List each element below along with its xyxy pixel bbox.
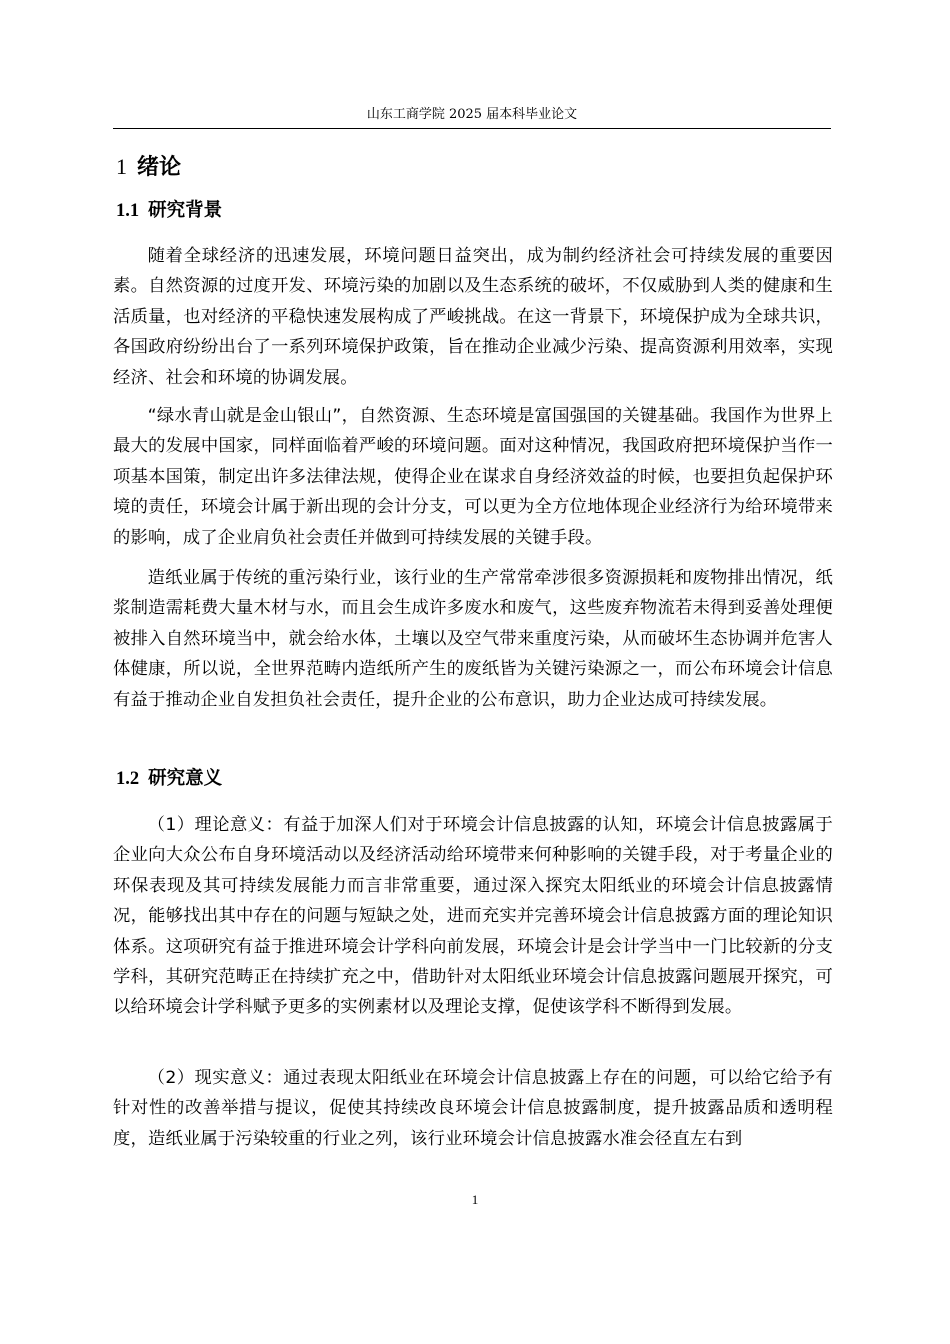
paragraph: （1）理论意义：有益于加深人们对于环境会计信息披露的认知，环境会计信息披露属于企业向大众公布自身环境活动以及经济活动给环境带来何种影响的关键手段，对于考量企业的环保表现及其可持续发展能力而言非常重要，通过深入探究太阳纸业的环境会计信息披露情况，能够找出其中存在的问题与短缺之处，进而充实并完善环境会计信息披露方面的理论知识体系。这项研究有益于推进环境会计学科向前发展，环境会计是会计学当中一门比较新的分支学科，其研究范畴正在持续扩充之中，借助针对太阳纸业环境会计信息披露问题展开探究，可以给环境会计学科赋予更多的实例素材以及理论支撑，促使该学科不断得到发展。 [113, 815, 833, 1018]
chapter-heading [116, 152, 181, 183]
chapter-title: 绪论 [137, 155, 182, 180]
section-heading-background [116, 198, 222, 224]
page-number: 1 [471, 1192, 479, 1207]
section-title: 研究意义 [148, 768, 223, 789]
paragraph: （2）现实意义：通过表现太阳纸业在环境会计信息披露上存在的问题，可以给它给予有针对性的改善举措与提议，促使其持续改良环境会计信息披露制度，提升披露品质和透明程度，造纸业属于污染较重的行业之列，该行业环境会计信息披露水准会径直左右到 [113, 1068, 833, 1149]
section-heading-significance [116, 766, 222, 792]
section-number: 1.2 [116, 769, 140, 789]
chapter-number: 1 [116, 154, 127, 179]
paragraph: 造纸业属于传统的重污染行业，该行业的生产常常牵涉很多资源损耗和废物排出情况，纸浆制造需耗费大量木材与水，而且会生成许多废水和废气，这些废弃物流若未得到妥善处理便被排入自然环境当中，就会给水体，土壤以及空气带来重度污染，从而破坏生态协调并危害人体健康，所以说，全世界范畴内造纸所产生的废纸皆为关键污染源之一，而公布环境会计信息有益于推动企业自发担负社会责任，提升企业的公布意识，助力企业达成可持续发展。 [113, 568, 833, 710]
paragraph: “绿水青山就是金山银山”，自然资源、生态环境是富国强国的关键基础。我国作为世界上最大的发展中国家，同样面临着严峻的环境问题。面对这种情况，我国政府把环境保护当作一项基本国策，制定出许多法律法规，使得企业在谋求自身经济效益的时候，也要担负起保护环境的责任，环境会计属于新出现的会计分支，可以更为全方位地体现企业经济行为给环境带来的影响，成了企业肩负社会责任并做到可持续发展的关键手段。 [113, 406, 833, 548]
paragraph: 随着全球经济的迅速发展，环境问题日益突出，成为制约经济社会可持续发展的重要因素。自然资源的过度开发、环境污染的加剧以及生态系统的破坏，不仅威胁到人类的健康和生活质量，也对经济的平稳快速发展构成了严峻挑战。在这一背景下，环境保护成为全球共识，各国政府纷纷出台了一系列环境保护政策，旨在推动企业减少污染、提高资源利用效率，实现经济、社会和环境的协调发展。 [113, 246, 833, 388]
running-header [113, 106, 831, 129]
section-title: 研究背景 [148, 200, 223, 221]
running-header-title: 山东工商学院 2025 届本科毕业论文 [366, 107, 578, 122]
section-number: 1.1 [116, 201, 140, 221]
